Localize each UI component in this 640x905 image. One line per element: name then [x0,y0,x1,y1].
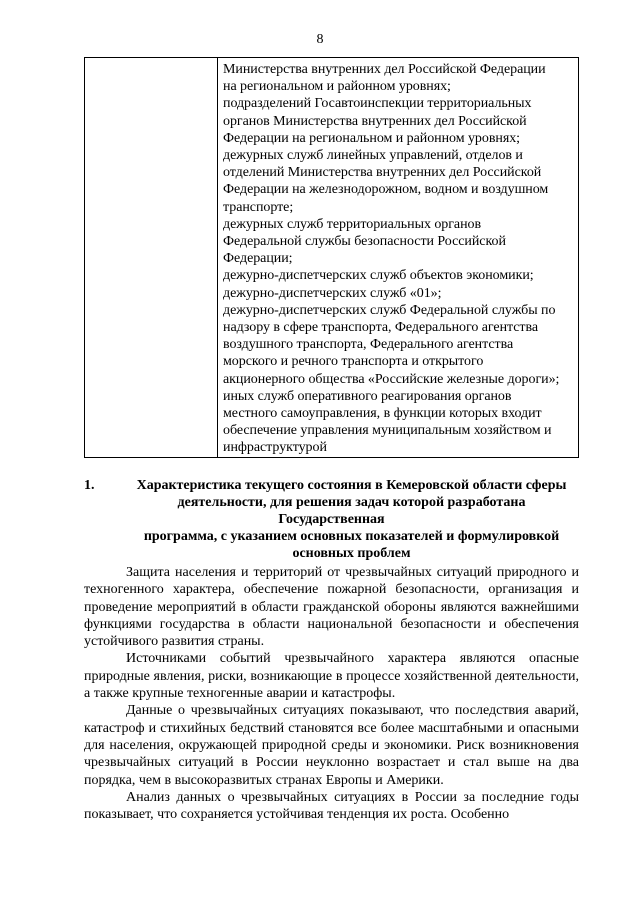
table-cell-right [218,58,579,458]
section-number: 1. [84,478,95,493]
section-title-line: деятельности, для решения задач которой разработана Государственная [177,495,526,527]
paragraph: Анализ данных о чрезвычайных ситуациях в России за последние годы показывает, что сохраняется устойчивая тенденция их роста. Особенно [84,789,579,823]
section-title-line: программа, с указанием основных показателей и формулировкой [143,529,560,544]
paragraph: Данные о чрезвычайных ситуациях показывают, что последствия аварий, катастроф и стихийных бедствий становятся все более масштабными и опасными для населения, окружающей природной среды и экономики. Риск возникновения чрезвычайных ситуаций в России неуклонно возрастает и стал выше на два порядка, чем в высокоразвитых странах Европы и Америки. [84,703,579,788]
section-title-line: основных проблем [292,546,411,561]
section-title-text [84,477,579,562]
section-title-line: Характеристика текущего состояния в Кемеровской области сферы [136,478,567,493]
table-cell-left-text [85,58,217,61]
paragraph: Защита населения и территорий от чрезвычайных ситуаций природного и техногенного характера, обеспечение пожарной безопасности, организация и проведение мероприятий в области гражданской обороны являются важнейшими функциями государства в области национальной безопасности и обеспечения устойчивого развития страны. [84,565,579,650]
services-table [84,57,579,458]
section-heading [84,477,579,562]
paragraph: Источниками событий чрезвычайного характера являются опасные природные явления, риски, возникающие в процессе хозяйственной деятельности, а также крупные техногенные аварии и катастрофы. [84,651,579,702]
table-row [85,58,579,458]
table-cell-left [85,58,218,458]
body-text [84,564,579,823]
page-number: 8 [316,32,324,47]
table-cell-right-text: Министерства внутренних дел Российской Федерации на региональном и районном уровнях; подразделений Госавтоинспекции территориальных органов Министерства внутренних дел Российской Федерации на региональном и районном уровнях; дежурных служб линейных управлений, отделов и отделений Министерства внутренних дел Российской Федерации на железнодорожном, водном и воздушном транспорте; дежурных служб территориальных органов Федеральной службы безопасности Российской Федерации; дежурно-диспетчерских служб объектов экономики; дежурно-диспетчерских служб «01»; дежурно-диспетчерских служб Федеральной службы по надзору в сфере транспорта, Федерального агентства воздушного транспорта, Федерального агентства морского и речного транспорта и открытого акционерного общества «Российские железные дороги»; иных служб оперативного реагирования органов местного самоуправления, в функции которых входит обеспечение управления муниципальным хозяйством и инфраструктурой [223,62,560,456]
